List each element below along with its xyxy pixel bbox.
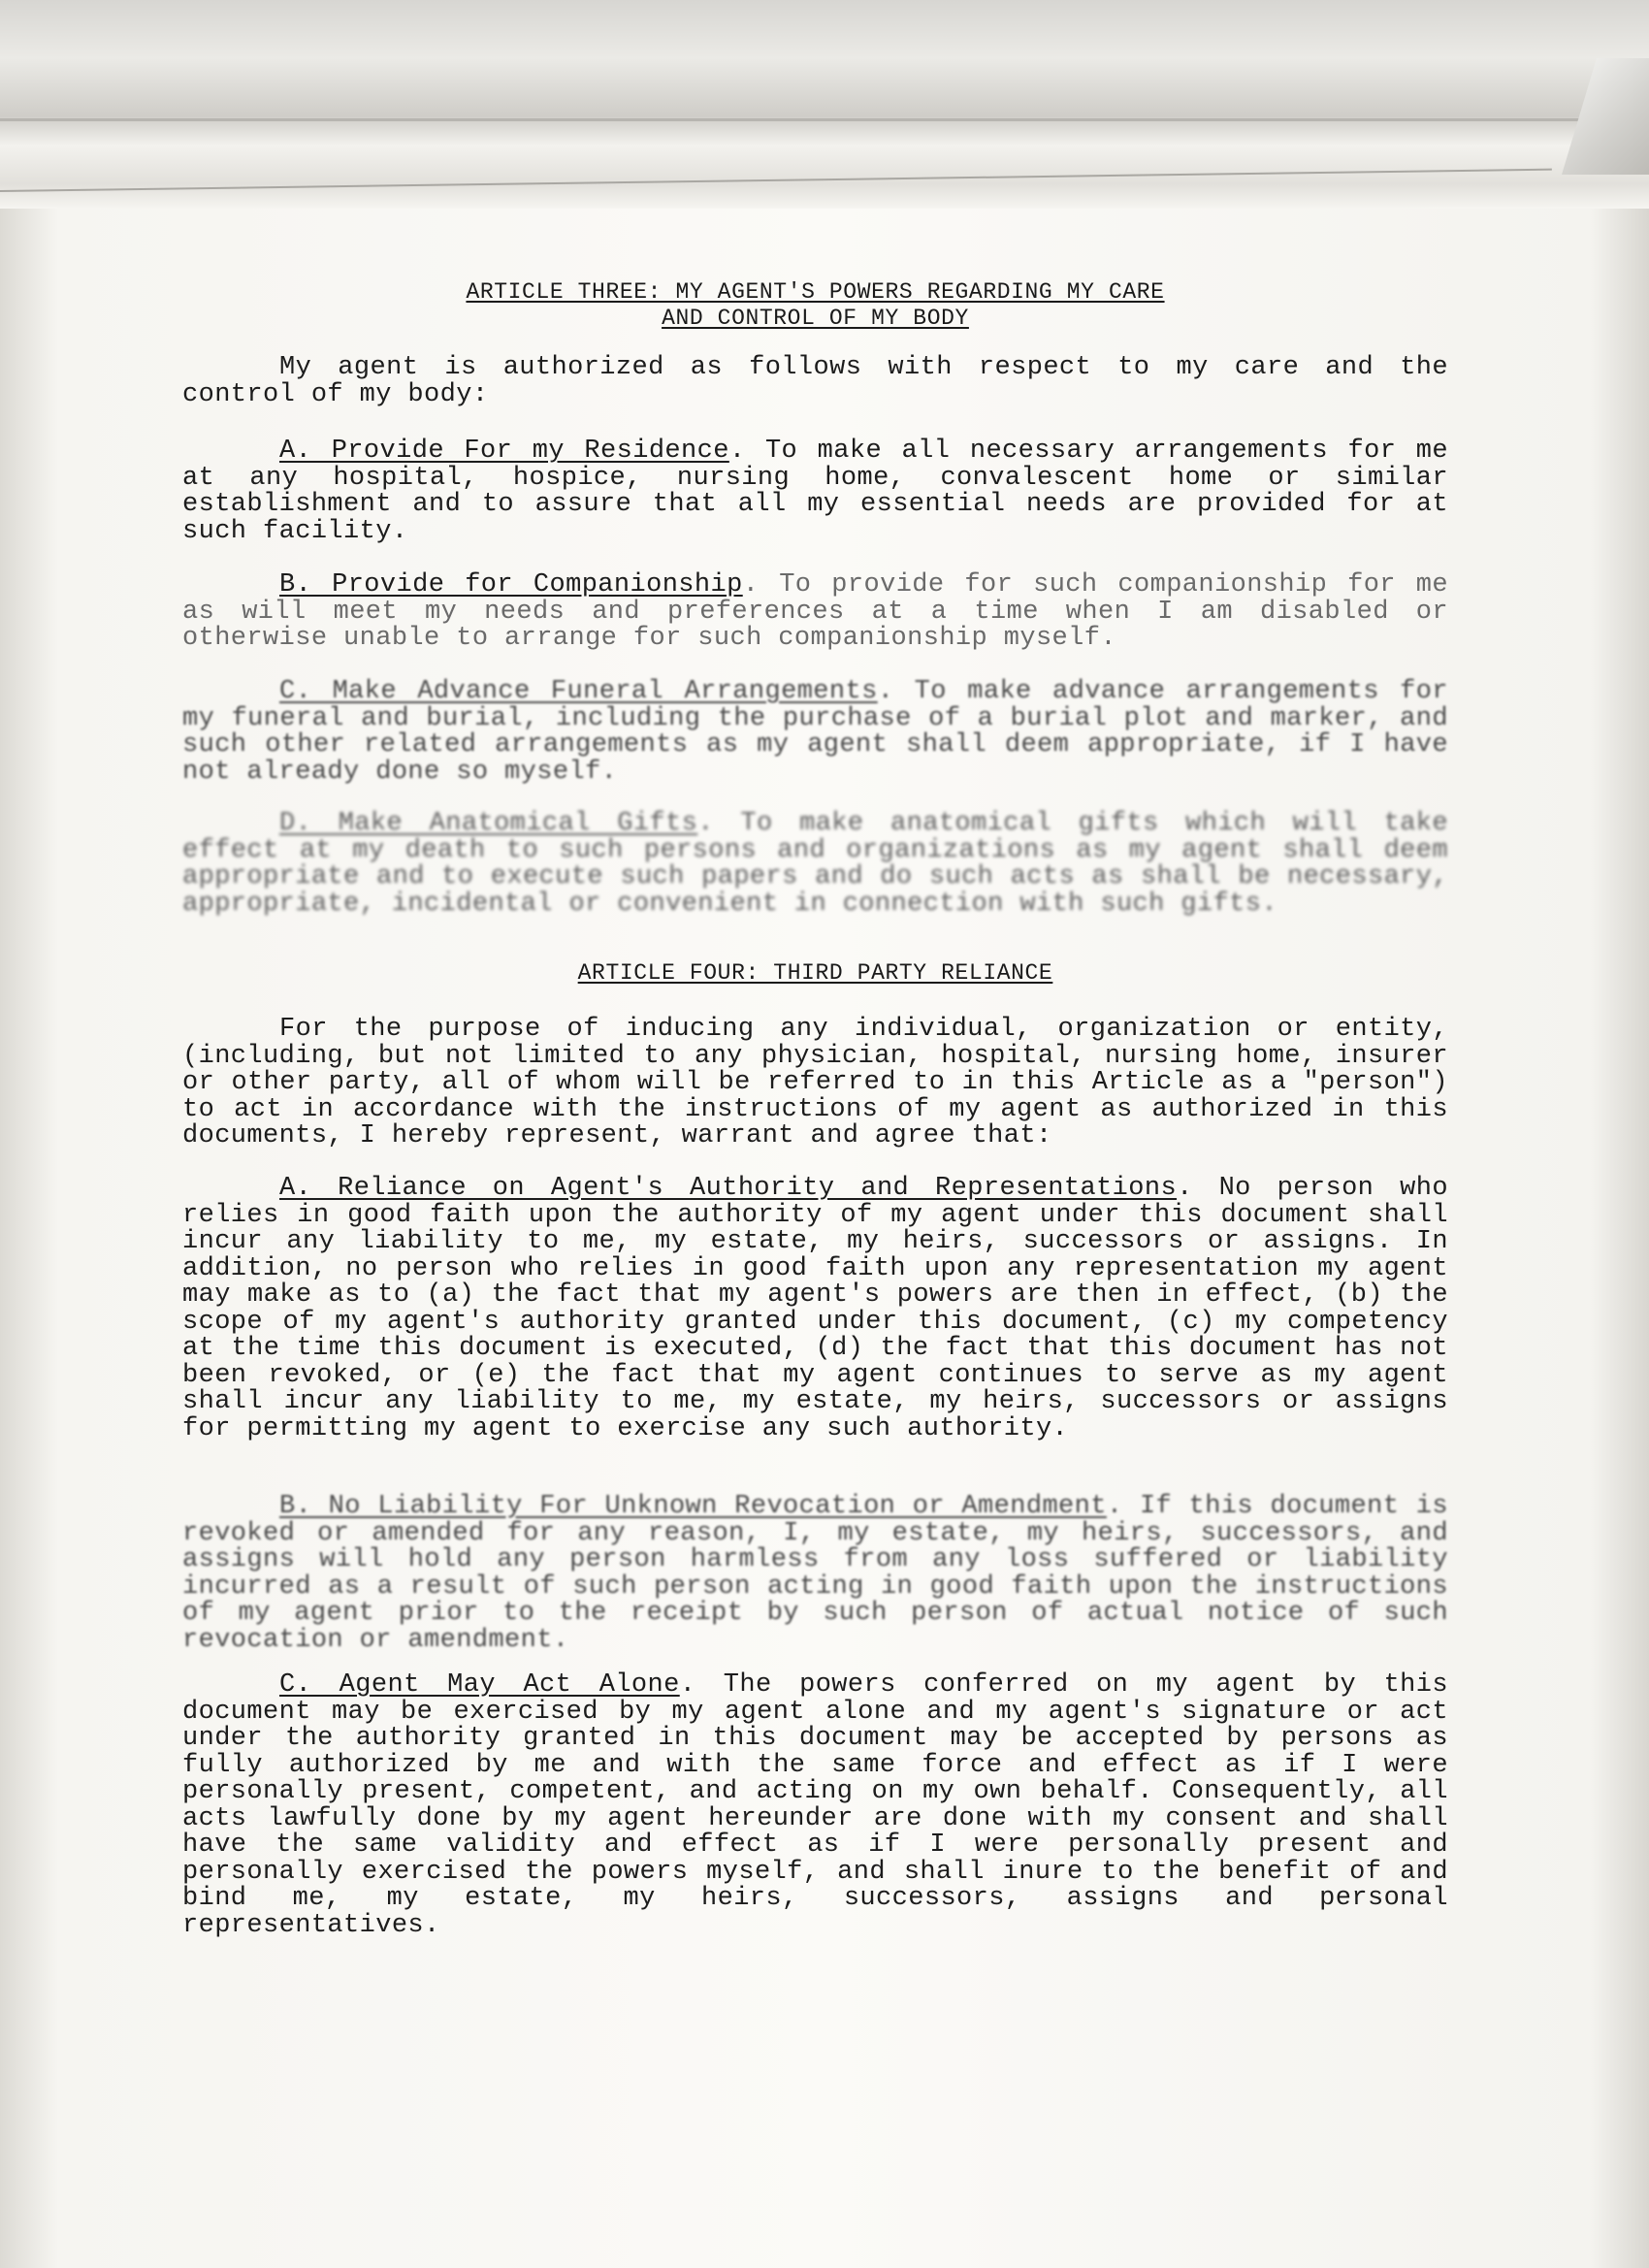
section-b-label: B. Provide for Companionship xyxy=(279,570,743,599)
article-three-section-b xyxy=(182,572,1448,653)
section-d-text: . To make anatomical gifts which will take effect at my death to such persons and organizations as my agent shall deem appropriate and to execute such papers and do such acts as shall be necessary, appropriate, incidental or convenient in connection with such gifts. xyxy=(182,809,1448,919)
folded-top-strip xyxy=(0,0,1649,209)
article-four-section-a xyxy=(182,1176,1448,1442)
article-three-section-c xyxy=(182,679,1448,786)
section-a-text: . To make all necessary arrangements for me at any hospital, hospice, nursing home, convalescent home or similar establishment and to assure that all my essential needs are provided for at such facility. xyxy=(182,437,1448,546)
fold-crease xyxy=(0,118,1649,121)
article-four-heading-text: ARTICLE FOUR: THIRD PARTY RELIANCE xyxy=(577,960,1053,986)
article-three-heading xyxy=(182,279,1448,332)
article-four-intro-text: For the purpose of inducing any individual, organization or entity, (including, but not limited to any physician, hospital, nursing home, insurer or other party, all of whom will be referred to in this Article as a "person") to act in accordance with the instructions of my agent as authorized in this documents, I hereby represent, warrant and agree that: xyxy=(182,1015,1448,1150)
article-four-heading xyxy=(182,960,1448,987)
section-c-text: . To make advance arrangements for my funeral and burial, including the purchase of a burial plot and marker, and such other related arrangements as my agent shall deem appropriate, if I have not already done so myself. xyxy=(182,677,1448,787)
article-three-heading-line1: ARTICLE THREE: MY AGENT'S POWERS REGARDING MY CARE xyxy=(466,279,1165,305)
section-b-text: . To provide for such companionship for me as will meet my needs and preferences at a time when I am disabled or otherwise unable to arrange for such companionship myself. xyxy=(182,570,1448,653)
section-a-label: A. Provide For my Residence xyxy=(279,437,729,466)
article-four-intro xyxy=(182,1017,1448,1150)
article-four-b-label: B. No Liability For Unknown Revocation or Amendment xyxy=(279,1492,1107,1521)
section-c-label: C. Make Advance Funeral Arrangements xyxy=(279,677,878,706)
article-three-intro-text: My agent is authorized as follows with respect to my care and the control of my body: xyxy=(182,353,1448,409)
article-four-c-text: . The powers conferred on my agent by this document may be exercised by my agent alone and my agent's signature or act under the authority granted in this document may be accepted by persons as fully authorized by me and with the same force and effect as if I were personally present, competent, and acting on my own behalf. Consequently, all acts lawfully done by my agent hereunder are done with my consent and shall have the same validity and effect as if I were personally present and personally exercised the powers myself, and shall inure to the benefit of and bind me, my estate, my heirs, successors, assigns and personal representatives. xyxy=(182,1670,1448,1940)
article-four-a-label: A. Reliance on Agent's Authority and Representations xyxy=(279,1174,1178,1203)
article-three-intro xyxy=(182,355,1448,408)
section-d-label: D. Make Anatomical Gifts xyxy=(279,809,698,838)
article-four-b-text: . If this document is revoked or amended for any reason, I, my estate, my heirs, successors, and assigns will hold any person harmless from any loss suffered or liability incurred as a result of such person acting in good faith upon the instructions of my agent prior to the receipt by such person of actual notice of such revocation or amendment. xyxy=(182,1492,1449,1655)
article-four-a-text: . No person who relies in good faith upon the authority of my agent under this document shall incur any liability to me, my estate, my heirs, successors or assigns. In addition, no person who relies in good faith upon any representation my agent may make as to (a) the fact that my agent's powers are then in effect, (b) the scope of my agent's authority granted under this document, (c) my competency at the time this document is executed, (d) the fact that this document has not been revoked, or (e) the fact that my agent continues to serve as my agent shall incur any liability to me, my estate, my heirs, successors or assigns for permitting my agent to exercise any such authority. xyxy=(182,1174,1448,1443)
article-four-section-c xyxy=(182,1672,1448,1939)
article-three-section-a xyxy=(182,438,1448,545)
article-three-section-d xyxy=(182,811,1448,918)
article-four-c-label: C. Agent May Act Alone xyxy=(279,1670,680,1700)
article-three-heading-line2: AND CONTROL OF MY BODY xyxy=(662,306,969,331)
article-four-section-b xyxy=(182,1494,1448,1654)
